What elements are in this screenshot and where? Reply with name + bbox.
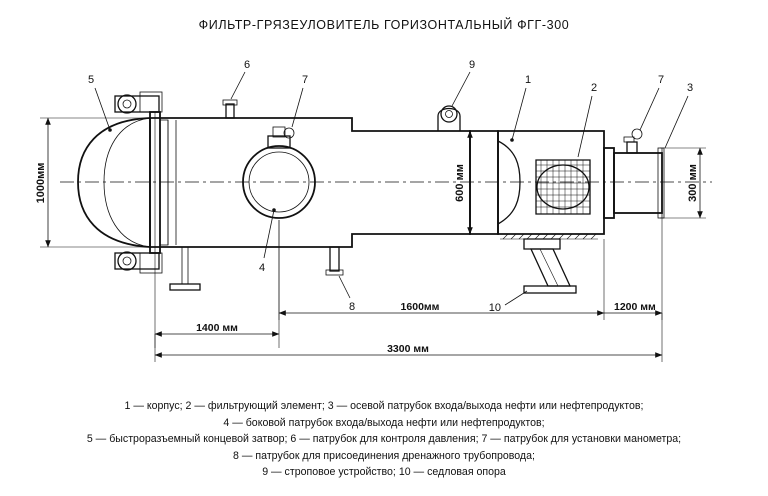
vessel-body-outline: [150, 118, 470, 247]
leader-dot-1: [510, 138, 514, 142]
dim-label-height-mid: 600 мм: [454, 164, 466, 202]
page-title: ФИЛЬТР-ГРЯЗЕУЛОВИТЕЛЬ ГОРИЗОНТАЛЬНЫЙ ФГГ-300: [198, 18, 570, 32]
leader-8: [339, 276, 350, 298]
callout-3: 3: [686, 82, 694, 94]
side-branch-4: [243, 127, 315, 218]
closure-hinge-top: [115, 92, 162, 113]
support-leg-left: [170, 247, 200, 290]
leader-7-left: [292, 88, 303, 127]
callout-9: 9: [468, 59, 476, 71]
legend: [0, 398, 768, 481]
axial-nozzle-3: [614, 153, 662, 213]
callout-2: 2: [590, 82, 598, 94]
callout-4: 4: [258, 262, 266, 274]
pressure-port-6: [223, 100, 237, 118]
dim-label-1600: 1600мм: [400, 301, 440, 313]
legend-line-5: 9 — строповое устройство; 10 — седловая опора: [262, 466, 506, 478]
dim-label-1400: 1400 мм: [196, 322, 238, 334]
leader-2: [578, 96, 592, 157]
dim-label-1200: 1200 мм: [614, 301, 656, 313]
leader-dot-5: [108, 128, 112, 132]
transition-collar: [470, 131, 498, 234]
nozzle-flange-right: [658, 148, 664, 218]
callout-1: 1: [524, 74, 532, 86]
callout-5: 5: [87, 74, 95, 86]
closure-flange-inner: [160, 120, 168, 245]
leader-5: [95, 88, 110, 130]
quick-closure-head: [78, 118, 150, 247]
callout-7-right: 7: [657, 74, 665, 86]
drain-port-8: [326, 247, 343, 275]
leader-6: [231, 72, 245, 99]
leader-10: [505, 291, 527, 305]
dim-label-total: 3300 мм: [387, 343, 429, 355]
callout-8: 8: [348, 301, 356, 313]
dim-label-height-right: 300 мм: [687, 164, 699, 202]
nozzle-flange-left: [604, 148, 614, 218]
legend-line-4: 8 — патрубок для присоединения дренажного трубопровода;: [233, 449, 535, 462]
saddle-support-10: [524, 239, 576, 293]
leader-7-right: [640, 88, 659, 130]
leader-1: [512, 88, 526, 140]
callout-6: 6: [243, 59, 251, 71]
leader-9: [452, 72, 470, 106]
leader-3: [665, 96, 688, 148]
legend-line-2: 4 — боковой патрубок входа/выхода нефти или нефтепродуктов;: [223, 416, 545, 429]
internal-cone: [498, 141, 520, 224]
manometer-port-7-right: [624, 129, 642, 153]
leader-dot-4: [272, 208, 276, 212]
head-inner-curve: [104, 118, 150, 247]
legend-line-1: 1 — корпус; 2 — фильтрующий элемент; 3 — осевой патрубок входа/выхода нефти или нефтепродуктов;: [124, 400, 644, 412]
callout-10: 10: [488, 302, 501, 314]
dim-label-height-left: 1000мм: [35, 162, 47, 204]
filter-element-2: [536, 160, 590, 214]
lifting-lug-9: [438, 106, 460, 131]
legend-line-3: 5 — быстроразъемный концевой затвор; 6 — патрубок для контроля давления; 7 — патрубок для установки манометра;: [86, 433, 682, 445]
callout-7-left: 7: [301, 74, 309, 86]
